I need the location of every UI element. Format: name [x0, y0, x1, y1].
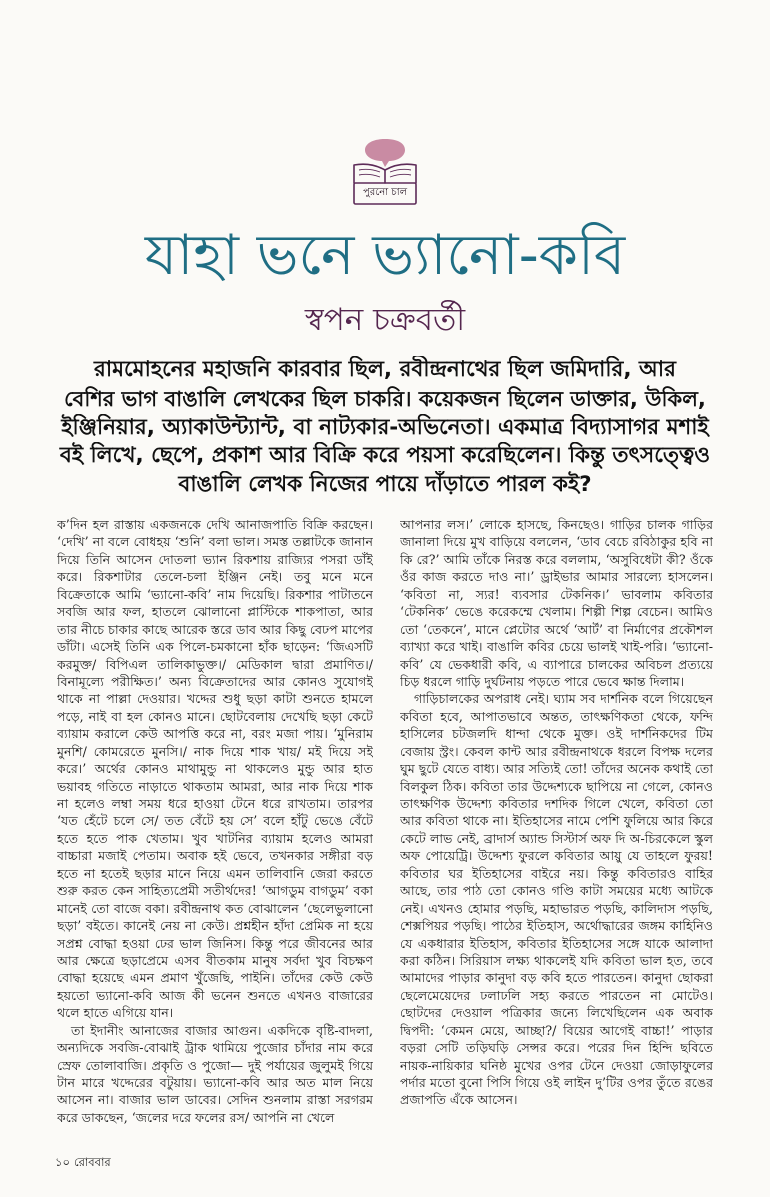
lead-line: বাঙালি লেখক নিজের পায়ে দাঁড়াতে পারল কই?: [178, 472, 592, 498]
article-author: স্বপন চক্রবর্তী: [304, 302, 466, 338]
body-paragraph: ক’দিন হল রাস্তায় একজনকে দেখি আনাজপাতি বিক্রি করছেন। ‘দেখি’ না বলে বোধহয় ‘শুনি’ বলা ভাল। সমস্ত তল্লাটকে জানান দিয়ে তিনি আসেন দোতলা ভ্যান রিকশায় রাজ্যির পসরা ডাঁই করে। রিকশাটার তেলে-চলা ইঞ্জিন নেই। তবু মনে মনে বিক্রেতাকে আমি ‘ভ্যানো-কবি’ নাম দিয়েছি। রিকশার পাটাতনে সবজি আর ফল, হাতলে ঝোলানো প্লাস্টিকে শাকপাতা, আর তার নীচে চাকার কাছে আরেক স্তরে ডাব আর কিছু বেঢপ মাপের ডাঁটা। এসেই তিনি এক পিলে-চমকানো হাঁক ছাড়েন: ‘জিএসটি করমুক্ত/ বিপিএল তালিকাভুক্ত।/ মেডিকাল দ্বারা প্রমাণিত।/ বিনামূল্যে পরীক্ষিত।’ অন্য বিক্রেতাদের আর কোনও সুযোগই থাকে না পাল্লা দেওয়ার। খদ্দের শুধু ছড়া কাটা শুনতে হামলে পড়ে, নাই বা হল কোনও মানে। ছোটবেলায় দেখেছি ছড়া কেটে ব্যায়াম করালে কেউ আপত্তি করে না, বরং মজা পায়। ‘মুনিরাম মুনশি/ কোমরেতে মুনসি।/ নাক দিয়ে শাক খায়/ মই দিয়ে সই করে।’ অর্থের কোনও মাথামুন্ডু না থাকলেও মুন্ডু আর হাত ভয়াবহ গতিতে নাড়াতে থাকতাম আমরা, আর নাক দিয়ে শাক না হলেও লম্বা সময় ধরে হাওয়া টেনে ধরে রাখতাম। তারপর ‘যত হেঁটে চলে সে/ তত বেঁটে হয় সে’ বলে হাঁটু ভেঙে বেঁটে হতে হতে পাক খেতাম। খুব খাটনির ব্যায়াম হলেও আমরা বাচ্চারা মজাই পেতাম। অবাক হই ভেবে, তখনকার সঙ্গীরা বড় হতে না হতেই ছড়ার মানে নিয়ে এমন তালিবানি জেরা করতে শুরু করত কেন সাহিত্যপ্রেমী সতীর্থদের! ‘আগডুম বাগডুম’ বকা মানেই তো বাজে বকা। রবীন্দ্রনাথ কত বোঝালেন ‘ছেলেভুলানো ছড়া’ বইতে। কানেই নেয় না কেউ। প্রশ্নহীন হাঁদা প্রেমিক না হয়ে সপ্রশ্ন বোদ্ধা হওয়া ঢের ভাল জিনিস। কিন্তু পরে জীবনের আর আর ক্ষেত্রে ছড়াপ্রেমে এসব বীতকাম মানুষ সর্বদা খুব বিচক্ষণ বোদ্ধা হয়েছে এমন প্রমাণ খুঁজেছি, পাইনি। তাঁদের কেউ কেউ হয়তো ভ্যানো-কবি আজ কী ভনেন শুনতে এখনও বাজারের থলে হাতে এগিয়ে যান।: [57, 517, 373, 1021]
lead-line: বই লিখে, ছেপে, প্রকাশ আর বিক্রি করে পয়সা করেছিলেন। কিন্তু তৎসত্ত্বেও: [59, 443, 711, 469]
body-column-left: [57, 516, 373, 1140]
lead-line: ইঞ্জিনিয়ার, অ্যাকাউন্ট্যান্ট, বা নাট্যকার-অভিনেতা। একমাত্র বিদ্যাসাগর মশাই: [61, 414, 709, 440]
body-paragraph: গাড়িচালকের অপরাধ নেই। ঘ্যাম সব দার্শনিক বলে গিয়েছেন কবিতা হবে, আপাতভাবে অন্তত, তাৎক্ষণিকতা থেকে, ফন্দি হাসিলের চটজলদি ধান্দা থেকে মুক্ত। ওই দার্শনিকদের টিম বেজায় স্ট্রং। কেবল কান্ট আর রবীন্দ্রনাথকে ধরলে বিপক্ষ দলের ঘুম ছুটে যেতে বাধ্য। আর সত্যিই তো! তাঁদের অনেক কথাই তো বিলকুল ঠিক। কবিতা তার উদ্দেশ্যকে ছাপিয়ে না গেলে, কোনও তাৎক্ষণিক উদ্দেশ্য কবিতার দশদিক গিলে খেলে, কবিতা তো আর কবিতা থাকে না। ইতিহাসের নামে পেশি ফুলিয়ে আর কিরে কেটে লাভ নেই, ব্রাদার্স অ্যান্ড সিস্টার্স অফ দি অ-চিরকেলে স্কুল অফ পোয়েট্রি। উদ্দেশ্য ফুরলে কবিতার আয়ু যে তাহলে ফুরয়! কবিতার ঘর ইতিহাসের বাইরে নয়। কিন্তু কবিতারও বাহির আছে, তার পাঠ তো কোনও গণ্ডি কাটা সময়ের মধ্যে আটকে নেই। এখনও হোমার পড়ছি, মহাভারত পড়ছি, কালিদাস পড়ছি, শেক্সপিয়র পড়ছি। পাঠের ইতিহাস, অর্থোদ্ধারের জঙ্গম কাহিনিও যে একধারার ইতিহাস, কবিতার ইতিহাসের সঙ্গে যাকে আলাদা করা কঠিন। সিরিয়াস লক্ষ্য থাকলেই যদি কবিতা ভাল হত, তবে আমাদের পাড়ার কানুদা বড় কবি হতে পারতেন। কানুদা ছোকরা ছেলেমেয়েদের ঢলাঢলি সহ্য করতে পারতেন না মোটেও। ছোটদের দেওয়াল পত্রিকার জন্যে লিখেছিলেন এক অবাক দ্বিপদী: ‘কেমন মেয়ে, আচ্ছা?/ বিয়ের আগেই বাচ্চা!’ পাড়ার বড়রা সেটি তড়িঘড়ি সেন্সর করে। পরের দিন হিন্দি ছবিতে নায়ক-নায়িকার ঘনিষ্ঠ মুখের ওপর টেনে দেওয়া জোড়াফুলের পর্দার মতো বুনো পিসি গিয়ে ওই লাইন দু’টির ওপর তুঁতে রঙের প্রজাপতি এঁকে আসেন।: [400, 691, 713, 1108]
body-column-right: [400, 516, 713, 1140]
lead-line: রামমোহনের মহাজনি কারবার ছিল, রবীন্দ্রনাথের ছিল জমিদারি, আর: [94, 357, 676, 382]
lead-line: বেশির ভাগ বাঙালি লেখকের ছিল চাকরি। কয়েকজন ছিলেন ডাক্তার, উকিল,: [64, 386, 706, 411]
section-badge: [347, 136, 423, 208]
page-number: ১০: [55, 1155, 70, 1169]
section-label: পুরনো চাল: [362, 187, 408, 198]
publication-name: রোববার: [73, 1155, 111, 1169]
article-lead: [58, 356, 712, 500]
body-paragraph: তা ইদানীং আনাজের বাজার আগুন। একদিকে বৃষ্টি-বাদলা, অন্যদিকে সবজি-বোঝাই ট্রাক থামিয়ে পুজোর চাঁদার নাম করে স্রেফ তোলাবাজি। প্রকৃতি ও পুজো— দুই পর্যায়ের জুলুমই গিয়ে টান মারে খদ্দেরের বটুয়ায়। ভ্যানো-কবি আর অত মাল নিয়ে আসেন না। বাজার ভাল ডাবের। সেদিন শুনলাম রাস্তা সরগরম করে ডাকছেন, ‘জলের দরে ফলের রস/ আপনি না খেলে: [57, 1022, 373, 1125]
article-title: যাহা ভনে ভ্যানো-কবি: [144, 223, 626, 288]
body-paragraph: আপনার লস।’ লোকে হাসছে, কিনছেও। গাড়ির চালক গাড়ির জানালা দিয়ে মুখ বাড়িয়ে বললেন, ‘ডাব বেচে রবিঠাকুর হবি না কি রে?’ আমি তাঁকে নিরস্ত করে বললাম, ‘অসুবিধেটা কী? ওঁকে ওঁর কাজ করতে দাও না।’ ড্রাইভার আমার সারল্যে হাসলেন। ‘কবিতা না, স্যর! ব্যবসার টেকনিক।’ ভাবলাম কবিতার ‘টেকনিক’ ভেঙে করেকম্মে খেলাম। শিল্পী শিল্প বেচেন। আমিও তো ‘তেকনে’, মানে প্লেটোর অর্থে ‘আর্ট’ বা নির্মাণের প্রকৌশল ব্যাখ্যা করে খাই। বাঙালি কবির চেয়ে ভালই খাই-পরি। ‘ভ্যানো-কবি’ যে ভেকধারী কবি, এ ব্যাপারে চালকের অবিচল প্রত্যয়ে চিড় ধরলে গাড়ি দুর্ঘটনায় পড়তে পারে ভেবে ক্ষান্ত দিলাম।: [400, 517, 713, 689]
page-footer: [55, 1154, 111, 1170]
